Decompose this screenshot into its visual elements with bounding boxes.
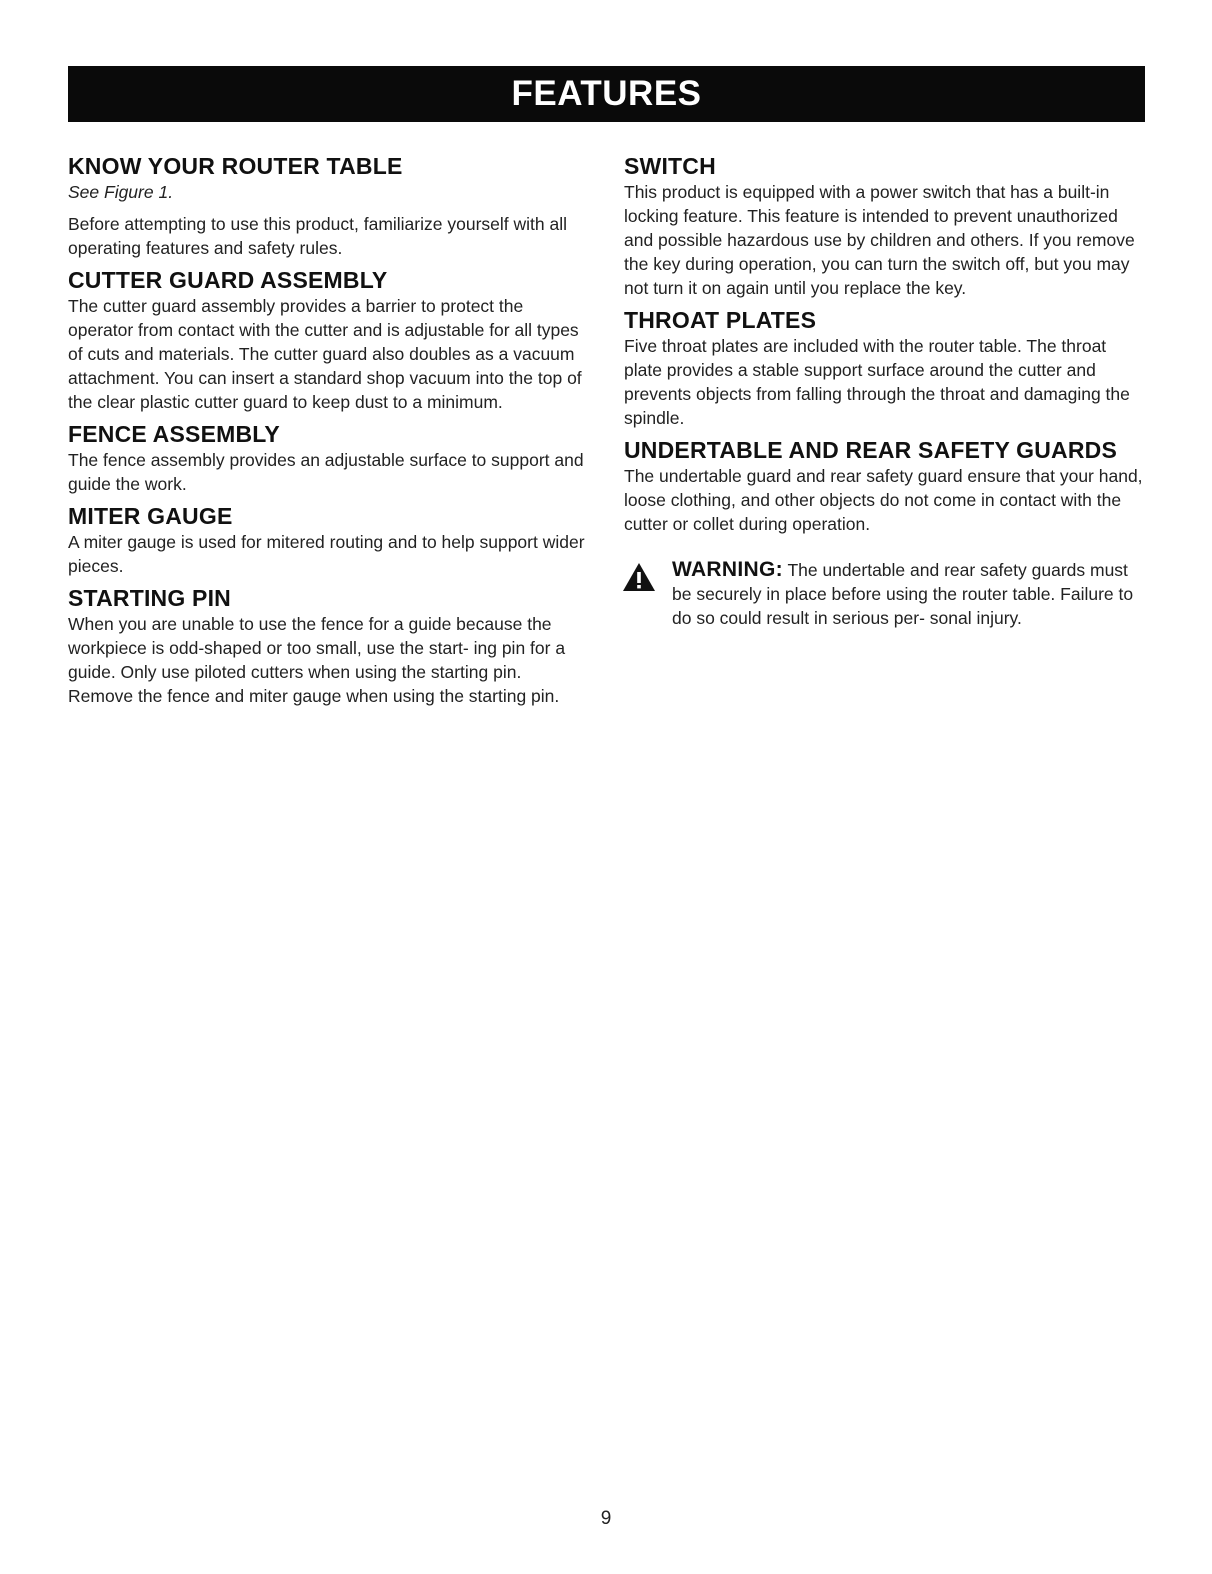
section-switch bbox=[624, 152, 1146, 300]
section-body: Five throat plates are included with the router table. The throat plate provides a stable support surface around the cutter and prevents objects from falling through the throat and damaging the spindle. bbox=[624, 336, 1130, 428]
section-body: The cutter guard assembly provides a barrier to protect the operator from contact with the cutter and is adjustable for all types of cuts and materials. The cutter guard also doubles as a vacuum attachment. You can insert a standard shop vacuum into the top of the clear plastic cutter guard to keep dust to a minimum. bbox=[68, 296, 582, 412]
section-cutter-guard-assembly bbox=[68, 266, 590, 414]
section-undertable-rear-safety-guards bbox=[624, 436, 1146, 536]
section-body: Before attempting to use this product, familiarize yourself with all operating features and safety rules. bbox=[68, 214, 567, 258]
section-heading: FENCE ASSEMBLY bbox=[68, 421, 280, 447]
section-body: A miter gauge is used for mitered routing and to help support wider pieces. bbox=[68, 532, 585, 576]
section-starting-pin bbox=[68, 584, 590, 708]
section-know-your-router-table bbox=[68, 152, 590, 260]
page-number: 9 bbox=[600, 1508, 612, 1529]
section-body: When you are unable to use the fence for a guide because the workpiece is odd-shaped or too small, use the start- ing pin for a guide. Only use piloted cutters when using the starting pin. Remove the fence and miter gauge when using the starting pin. bbox=[68, 614, 566, 706]
section-body: The fence assembly provides an adjustable surface to support and guide the work. bbox=[68, 450, 584, 494]
section-heading: MITER GAUGE bbox=[68, 503, 233, 529]
section-heading: SWITCH bbox=[624, 153, 716, 179]
section-heading: KNOW YOUR ROUTER TABLE bbox=[68, 153, 403, 179]
section-fence-assembly bbox=[68, 420, 590, 496]
section-heading: THROAT PLATES bbox=[624, 307, 817, 333]
page-title: FEATURES bbox=[511, 74, 702, 113]
section-throat-plates bbox=[624, 306, 1146, 430]
left-column bbox=[68, 152, 590, 708]
section-heading: CUTTER GUARD ASSEMBLY bbox=[68, 267, 388, 293]
warning-text: The undertable and rear safety guards must be securely in place before using the router table. Failure to do so could result in serious per- sonal injury. bbox=[672, 560, 1134, 628]
warning-label: WARNING: bbox=[672, 558, 783, 581]
section-heading: UNDERTABLE AND REAR SAFETY GUARDS bbox=[624, 437, 1118, 463]
figure-reference: See Figure 1. bbox=[68, 182, 174, 202]
warning-block bbox=[624, 558, 1146, 630]
right-column bbox=[624, 152, 1146, 630]
section-body: This product is equipped with a power switch that has a built-in locking feature. This feature is intended to prevent unauthorized and possible hazardous use by children and others. If you remove the key during operation, you can turn the switch off, but you may not turn it on again until you replace the key. bbox=[624, 182, 1135, 298]
section-heading: STARTING PIN bbox=[68, 585, 231, 611]
section-miter-gauge bbox=[68, 502, 590, 578]
warning-triangle-icon bbox=[622, 562, 656, 592]
section-banner bbox=[68, 66, 1145, 122]
section-body: The undertable guard and rear safety guard ensure that your hand, loose clothing, and other objects do not come in contact with the cutter or collet during operation. bbox=[624, 466, 1143, 534]
